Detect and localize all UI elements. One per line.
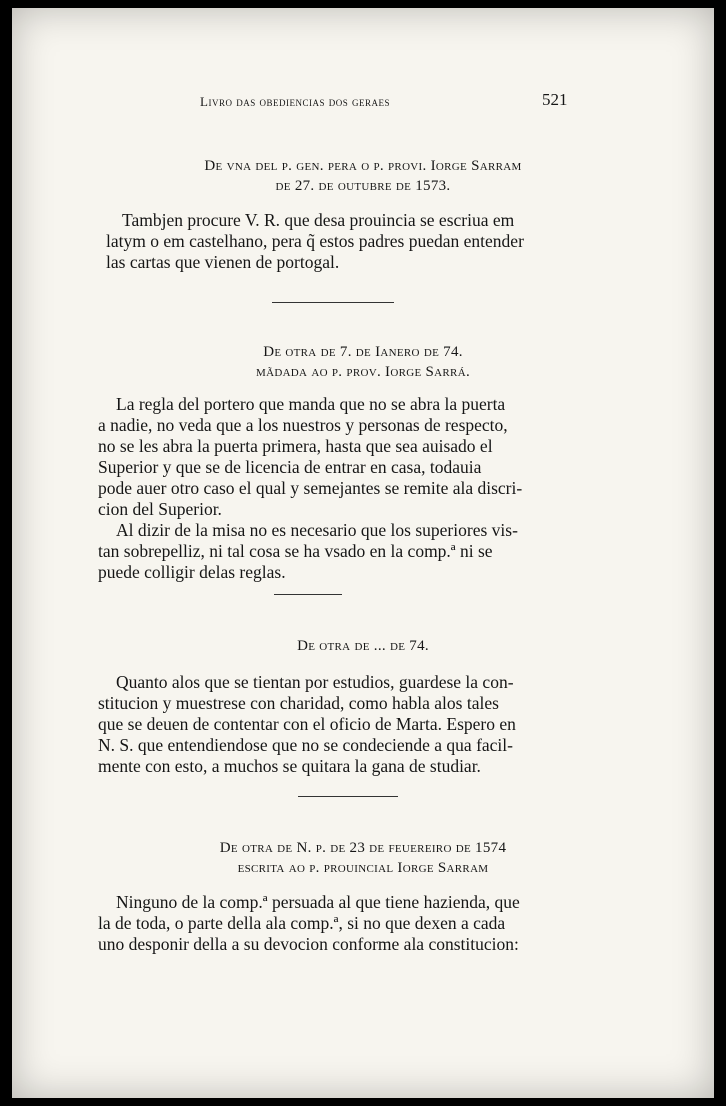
section-4-paragraph-1 bbox=[98, 892, 520, 955]
section-divider bbox=[272, 302, 394, 303]
text-line: Quanto alos que se tientan por estudios, guardese la con- bbox=[116, 672, 514, 692]
section-2-paragraph-2 bbox=[98, 520, 518, 583]
text-line: N. S. que entendiendose que no se condeciende a qua facil- bbox=[98, 735, 513, 755]
heading-line: De otra de 7. de Ianero de 74. bbox=[263, 344, 463, 360]
heading-line: escrita ao p. prouincial Iorge Sarram bbox=[237, 860, 489, 876]
text-line: Superior y que se de licencia de entrar en casa, todauia bbox=[98, 457, 482, 477]
text-line: Ninguno de la comp.ª persuada al que tiene hazienda, que bbox=[116, 892, 520, 912]
heading-line: de 27. de outubre de 1573. bbox=[275, 178, 451, 194]
text-line: puede colligir delas reglas. bbox=[98, 562, 286, 582]
section-3-heading bbox=[12, 636, 714, 656]
text-line: tan sobrepelliz, ni tal cosa se ha vsado en la comp.ª ni se bbox=[98, 541, 493, 561]
page-number: 521 bbox=[542, 90, 568, 109]
text-line: latym o em castelhano, pera q̃ estos padres puedan entender bbox=[106, 231, 524, 251]
text-line: Al dizir de la misa no es necesario que los superiores vis- bbox=[116, 520, 518, 540]
running-head bbox=[12, 90, 714, 114]
running-title: Livro das obediencias dos geraes bbox=[200, 94, 390, 109]
heading-line: De otra de N. p. de 23 de feuereiro de 1574 bbox=[219, 840, 507, 856]
heading-line: De vna del p. gen. pera o p. provi. Iorge Sarram bbox=[204, 158, 522, 174]
section-4-heading bbox=[12, 838, 714, 878]
section-1-paragraph-1 bbox=[106, 210, 524, 273]
heading-line: De otra de ... de 74. bbox=[297, 638, 429, 654]
text-line: uno desponir della a su devocion conforme ala constitucion: bbox=[98, 934, 519, 954]
text-line: no se les abra la puerta primera, hasta que sea auisado el bbox=[98, 436, 493, 456]
text-line: la de toda, o parte della ala comp.ª, si no que dexen a cada bbox=[98, 913, 506, 933]
text-line: stitucion y muestrese con charidad, como habla alos tales bbox=[98, 693, 499, 713]
section-1-heading bbox=[12, 156, 714, 196]
text-line: que se deuen de contentar con el oficio de Marta. Espero en bbox=[98, 714, 516, 734]
text-line: La regla del portero que manda que no se abra la puerta bbox=[116, 394, 506, 414]
text-line: Tambjen procure V. R. que desa prouincia se escriua em bbox=[122, 210, 515, 230]
text-line: a nadie, no veda que a los nuestros y personas de respecto, bbox=[98, 415, 508, 435]
section-2-paragraph-1 bbox=[98, 394, 522, 520]
section-divider bbox=[298, 796, 398, 797]
text-line: mente con esto, a muchos se quitara la gana de studiar. bbox=[98, 756, 481, 776]
text-line: pode auer otro caso el qual y semejantes se remite ala discri- bbox=[98, 478, 523, 498]
text-line: cion del Superior. bbox=[98, 499, 222, 519]
section-3-paragraph-1 bbox=[98, 672, 516, 777]
heading-line: mãdada ao p. prov. Iorge Sarrá. bbox=[256, 364, 470, 380]
book-page bbox=[12, 8, 714, 1098]
section-2-heading bbox=[12, 342, 714, 382]
section-divider bbox=[274, 594, 342, 595]
text-line: las cartas que vienen de portogal. bbox=[106, 252, 340, 272]
